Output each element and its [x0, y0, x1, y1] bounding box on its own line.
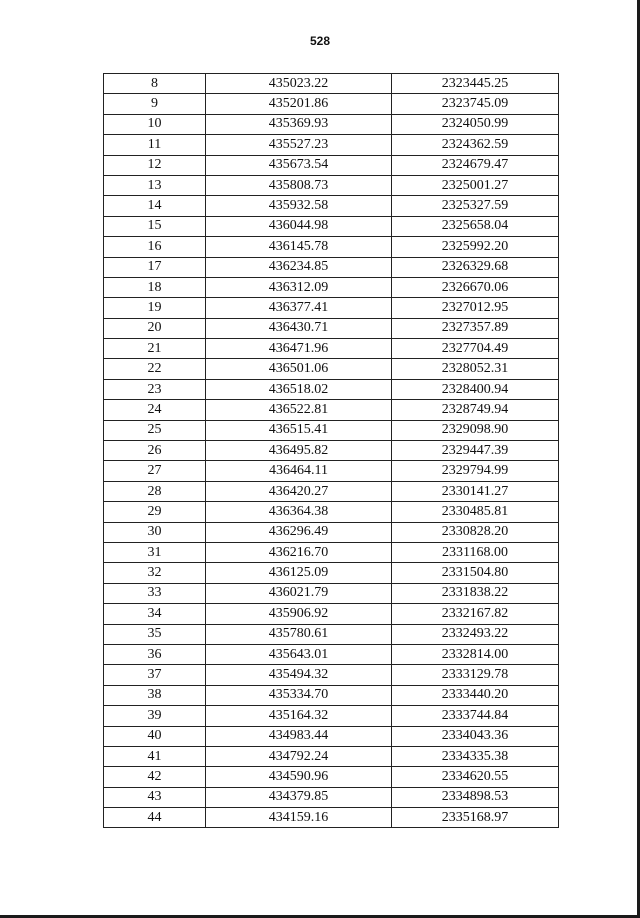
y-coordinate-cell: 2334043.36	[392, 726, 559, 746]
x-coordinate-cell: 434792.24	[206, 746, 392, 766]
x-coordinate-cell: 436377.41	[206, 298, 392, 318]
point-number-cell: 9	[104, 94, 206, 114]
x-coordinate-cell: 436296.49	[206, 522, 392, 542]
x-coordinate-cell: 435494.32	[206, 665, 392, 685]
y-coordinate-cell: 2329794.99	[392, 461, 559, 481]
x-coordinate-cell: 436420.27	[206, 481, 392, 501]
y-coordinate-cell: 2327704.49	[392, 339, 559, 359]
point-number-cell: 37	[104, 665, 206, 685]
table-row	[104, 583, 559, 603]
table-row	[104, 237, 559, 257]
y-coordinate-cell: 2335168.97	[392, 808, 559, 828]
point-number-cell: 10	[104, 114, 206, 134]
point-number-cell: 33	[104, 583, 206, 603]
table-row	[104, 665, 559, 685]
y-coordinate-cell: 2323445.25	[392, 74, 559, 94]
point-number-cell: 31	[104, 542, 206, 562]
x-coordinate-cell: 436471.96	[206, 339, 392, 359]
y-coordinate-cell: 2334620.55	[392, 767, 559, 787]
table-row	[104, 257, 559, 277]
point-number-cell: 24	[104, 400, 206, 420]
table-row	[104, 481, 559, 501]
table-row	[104, 787, 559, 807]
table-row	[104, 277, 559, 297]
point-number-cell: 43	[104, 787, 206, 807]
table-row	[104, 746, 559, 766]
x-coordinate-cell: 436518.02	[206, 379, 392, 399]
y-coordinate-cell: 2325992.20	[392, 237, 559, 257]
y-coordinate-cell: 2323745.09	[392, 94, 559, 114]
table-row	[104, 542, 559, 562]
x-coordinate-cell: 436234.85	[206, 257, 392, 277]
x-coordinate-cell: 434983.44	[206, 726, 392, 746]
point-number-cell: 19	[104, 298, 206, 318]
y-coordinate-cell: 2332167.82	[392, 604, 559, 624]
y-coordinate-cell: 2329098.90	[392, 420, 559, 440]
y-coordinate-cell: 2325658.04	[392, 216, 559, 236]
x-coordinate-cell: 435527.23	[206, 135, 392, 155]
x-coordinate-cell: 436515.41	[206, 420, 392, 440]
point-number-cell: 14	[104, 196, 206, 216]
x-coordinate-cell: 436464.11	[206, 461, 392, 481]
table-row	[104, 155, 559, 175]
x-coordinate-cell: 435369.93	[206, 114, 392, 134]
table-row	[104, 726, 559, 746]
y-coordinate-cell: 2333744.84	[392, 706, 559, 726]
table-row	[104, 685, 559, 705]
coordinates-table-body	[104, 74, 559, 828]
y-coordinate-cell: 2333440.20	[392, 685, 559, 705]
table-row	[104, 624, 559, 644]
x-coordinate-cell: 436312.09	[206, 277, 392, 297]
point-number-cell: 27	[104, 461, 206, 481]
y-coordinate-cell: 2334898.53	[392, 787, 559, 807]
point-number-cell: 15	[104, 216, 206, 236]
table-row	[104, 400, 559, 420]
y-coordinate-cell: 2332493.22	[392, 624, 559, 644]
x-coordinate-cell: 435201.86	[206, 94, 392, 114]
y-coordinate-cell: 2326329.68	[392, 257, 559, 277]
y-coordinate-cell: 2324679.47	[392, 155, 559, 175]
x-coordinate-cell: 435023.22	[206, 74, 392, 94]
y-coordinate-cell: 2331838.22	[392, 583, 559, 603]
point-number-cell: 40	[104, 726, 206, 746]
point-number-cell: 8	[104, 74, 206, 94]
x-coordinate-cell: 434590.96	[206, 767, 392, 787]
y-coordinate-cell: 2325001.27	[392, 175, 559, 195]
x-coordinate-cell: 435932.58	[206, 196, 392, 216]
page-number: 528	[309, 34, 331, 48]
table-row	[104, 604, 559, 624]
y-coordinate-cell: 2328749.94	[392, 400, 559, 420]
point-number-cell: 16	[104, 237, 206, 257]
x-coordinate-cell: 435780.61	[206, 624, 392, 644]
x-coordinate-cell: 435808.73	[206, 175, 392, 195]
table-row	[104, 441, 559, 461]
y-coordinate-cell: 2328052.31	[392, 359, 559, 379]
y-coordinate-cell: 2324362.59	[392, 135, 559, 155]
table-row	[104, 298, 559, 318]
table-row	[104, 339, 559, 359]
table-row	[104, 808, 559, 828]
y-coordinate-cell: 2328400.94	[392, 379, 559, 399]
coordinates-table	[103, 73, 559, 828]
y-coordinate-cell: 2327357.89	[392, 318, 559, 338]
point-number-cell: 38	[104, 685, 206, 705]
table-row	[104, 94, 559, 114]
y-coordinate-cell: 2331168.00	[392, 542, 559, 562]
x-coordinate-cell: 436125.09	[206, 563, 392, 583]
y-coordinate-cell: 2330828.20	[392, 522, 559, 542]
x-coordinate-cell: 436021.79	[206, 583, 392, 603]
y-coordinate-cell: 2325327.59	[392, 196, 559, 216]
x-coordinate-cell: 434379.85	[206, 787, 392, 807]
y-coordinate-cell: 2330485.81	[392, 502, 559, 522]
x-coordinate-cell: 436216.70	[206, 542, 392, 562]
point-number-cell: 29	[104, 502, 206, 522]
table-row	[104, 216, 559, 236]
y-coordinate-cell: 2330141.27	[392, 481, 559, 501]
table-row	[104, 767, 559, 787]
y-coordinate-cell: 2334335.38	[392, 746, 559, 766]
table-row	[104, 461, 559, 481]
point-number-cell: 30	[104, 522, 206, 542]
point-number-cell: 32	[104, 563, 206, 583]
x-coordinate-cell: 435164.32	[206, 706, 392, 726]
y-coordinate-cell: 2331504.80	[392, 563, 559, 583]
point-number-cell: 28	[104, 481, 206, 501]
x-coordinate-cell: 434159.16	[206, 808, 392, 828]
x-coordinate-cell: 436145.78	[206, 237, 392, 257]
x-coordinate-cell: 436430.71	[206, 318, 392, 338]
table-row	[104, 644, 559, 664]
point-number-cell: 36	[104, 644, 206, 664]
point-number-cell: 17	[104, 257, 206, 277]
y-coordinate-cell: 2324050.99	[392, 114, 559, 134]
table-row	[104, 379, 559, 399]
y-coordinate-cell: 2326670.06	[392, 277, 559, 297]
point-number-cell: 34	[104, 604, 206, 624]
point-number-cell: 22	[104, 359, 206, 379]
table-row	[104, 502, 559, 522]
table-row	[104, 563, 559, 583]
point-number-cell: 25	[104, 420, 206, 440]
x-coordinate-cell: 435643.01	[206, 644, 392, 664]
y-coordinate-cell: 2332814.00	[392, 644, 559, 664]
point-number-cell: 39	[104, 706, 206, 726]
x-coordinate-cell: 436364.38	[206, 502, 392, 522]
table-row	[104, 135, 559, 155]
point-number-cell: 26	[104, 441, 206, 461]
point-number-cell: 23	[104, 379, 206, 399]
x-coordinate-cell: 436495.82	[206, 441, 392, 461]
table-row	[104, 318, 559, 338]
point-number-cell: 18	[104, 277, 206, 297]
x-coordinate-cell: 436501.06	[206, 359, 392, 379]
table-row	[104, 196, 559, 216]
x-coordinate-cell: 435673.54	[206, 155, 392, 175]
table-row	[104, 359, 559, 379]
x-coordinate-cell: 436044.98	[206, 216, 392, 236]
point-number-cell: 21	[104, 339, 206, 359]
y-coordinate-cell: 2333129.78	[392, 665, 559, 685]
point-number-cell: 20	[104, 318, 206, 338]
point-number-cell: 42	[104, 767, 206, 787]
point-number-cell: 12	[104, 155, 206, 175]
table-row	[104, 706, 559, 726]
table-row	[104, 420, 559, 440]
table-row	[104, 114, 559, 134]
x-coordinate-cell: 436522.81	[206, 400, 392, 420]
point-number-cell: 11	[104, 135, 206, 155]
table-row	[104, 74, 559, 94]
point-number-cell: 44	[104, 808, 206, 828]
point-number-cell: 13	[104, 175, 206, 195]
y-coordinate-cell: 2327012.95	[392, 298, 559, 318]
point-number-cell: 41	[104, 746, 206, 766]
point-number-cell: 35	[104, 624, 206, 644]
x-coordinate-cell: 435334.70	[206, 685, 392, 705]
table-row	[104, 175, 559, 195]
table-row	[104, 522, 559, 542]
y-coordinate-cell: 2329447.39	[392, 441, 559, 461]
x-coordinate-cell: 435906.92	[206, 604, 392, 624]
